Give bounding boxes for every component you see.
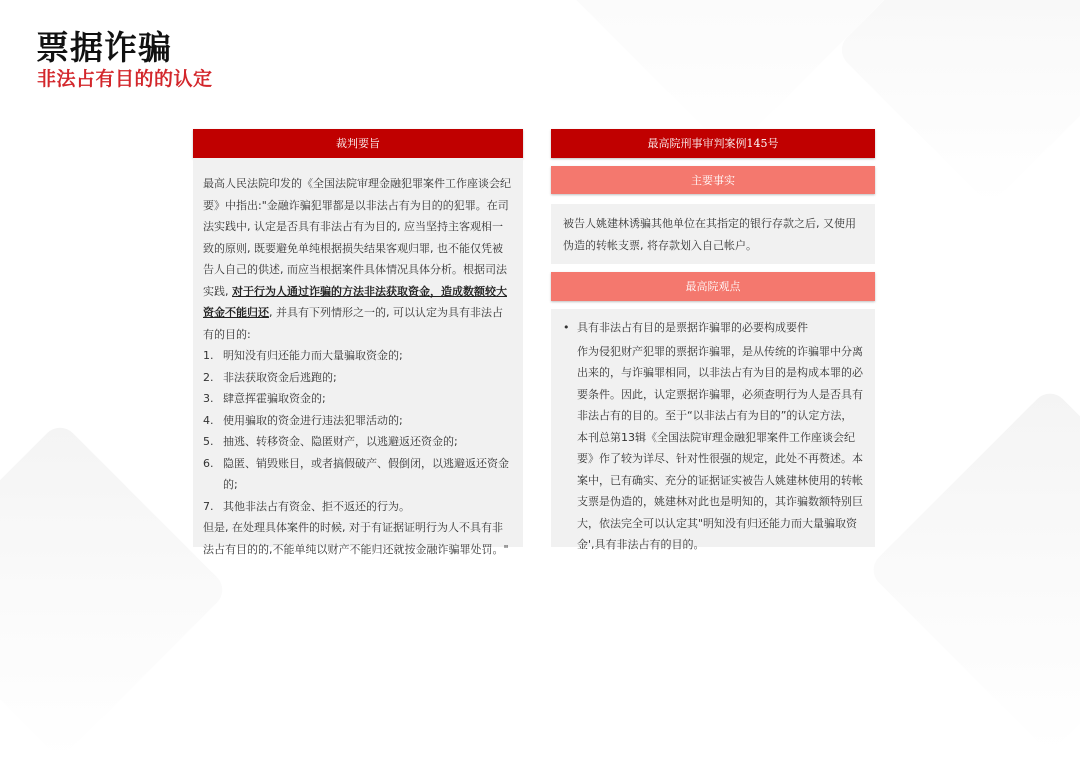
list-item-text: 使用骗取的资金进行违法犯罪活动的; bbox=[223, 413, 403, 427]
list-item bbox=[203, 431, 513, 453]
court-view-heading: 具有非法占有目的是票据诈骗罪的必要构成要件 bbox=[577, 321, 808, 334]
ruling-emphasis: 对于行为人通过诈骗的方法非法获取资金，造成数额较大资金不能归还 bbox=[203, 284, 507, 319]
ruling-intro bbox=[203, 173, 513, 345]
list-item bbox=[203, 410, 513, 432]
background-shape bbox=[866, 386, 1080, 754]
list-item-text: 隐匿、销毁账目，或者搞假破产、假倒闭，以逃避返还资金的; bbox=[223, 456, 509, 491]
list-item-text: 肆意挥霍骗取资金的; bbox=[223, 392, 326, 405]
page-title: 票据诈骗 bbox=[36, 28, 172, 67]
list-item-number: 2. bbox=[203, 370, 214, 384]
list-item-number: 7. bbox=[203, 499, 214, 513]
list-item-number: 6. bbox=[203, 456, 214, 470]
main-facts-text: 被告人姚建林诱骗其他单位在其指定的银行存款之后, 又使用伪造的转帐支票, 将存款划入自己帐户。 bbox=[563, 217, 856, 252]
bullet-icon: • bbox=[563, 321, 570, 334]
court-view-heading-row bbox=[561, 317, 863, 339]
list-item-number: 1. bbox=[203, 349, 214, 362]
ruling-conclusion: 但是, 在处理具体案件的时候, 对于有证据证明行为人不具有非法占有目的的,不能单纯以财产不能归还就按金融诈骗罪处罚。" bbox=[203, 521, 509, 556]
list-item bbox=[203, 345, 513, 367]
list-item-text: 非法获取资金后逃跑的; bbox=[223, 370, 337, 384]
list-item bbox=[203, 388, 513, 410]
main-facts-header: 主要事实 bbox=[551, 166, 875, 194]
case-reference-header: 最高院刑事审判案例145号 bbox=[551, 129, 875, 158]
ruling-summary-panel bbox=[193, 158, 523, 556]
court-view-header: 最高院观点 bbox=[551, 272, 875, 301]
list-item-number: 3. bbox=[203, 392, 214, 405]
list-item-number: 5. bbox=[203, 435, 214, 448]
page-subtitle: 非法占有目的的认定 bbox=[37, 68, 213, 90]
court-view-text: 作为侵犯财产犯罪的票据诈骗罪，是从传统的诈骗罪中分离出来的，与诈骗罪相同，以非法占有为目的是构成本罪的必要条件。因此，认定票据诈骗罪，必须查明行为人是否具有非法占有的目的。至于“以非法占有为目的”的认定方法，本刊总第13辑《全国法院审理金融犯罪案件工作座谈会纪要》作了较为详尽、针对性很强的规定，此处不再赘述。本案中，已有确实、充分的证据证实被告人姚建林使用的转帐支票是伪造的，姚建林对此也是明知的，其诈骗数额特别巨大，依法完全可以认定其"明知没有归还能力而大量骗取资金',具有非法占有的目的。 bbox=[577, 344, 863, 551]
list-item-number: 4. bbox=[203, 413, 214, 427]
ruling-summary-header: 裁判要旨 bbox=[193, 129, 523, 158]
ruling-intro-text: 最高人民法院印发的《全国法院审理金融犯罪案件工作座谈会纪要》中指出:"金融诈骗犯罪都是以非法占有为目的的犯罪。在司法实践中, 认定是否具有非法占有为目的, 应当坚持主客观相一致的原则, 既要避免单纯根据损失结果客观归罪, 也不能仅凭被告人自己的供述, 而应当根据案件具体情况具体分析。根据司法实践, bbox=[203, 177, 511, 298]
main-facts-panel bbox=[551, 204, 875, 264]
list-item bbox=[203, 367, 513, 389]
list-item-text: 其他非法占有资金、拒不返还的行为。 bbox=[223, 499, 410, 513]
court-view-panel bbox=[551, 309, 875, 551]
list-item-text: 抽逃、转移资金、隐匿财产，以逃避返还资金的; bbox=[223, 435, 458, 448]
ruling-intro-tail: , 并具有下列情形之一的, 可以认定为具有非法占有的目的: bbox=[203, 306, 503, 341]
list-item bbox=[203, 453, 513, 496]
list-item-text: 明知没有归还能力而大量骗取资金的; bbox=[223, 349, 403, 362]
list-item bbox=[203, 496, 513, 518]
ruling-conditions-list bbox=[203, 345, 513, 517]
